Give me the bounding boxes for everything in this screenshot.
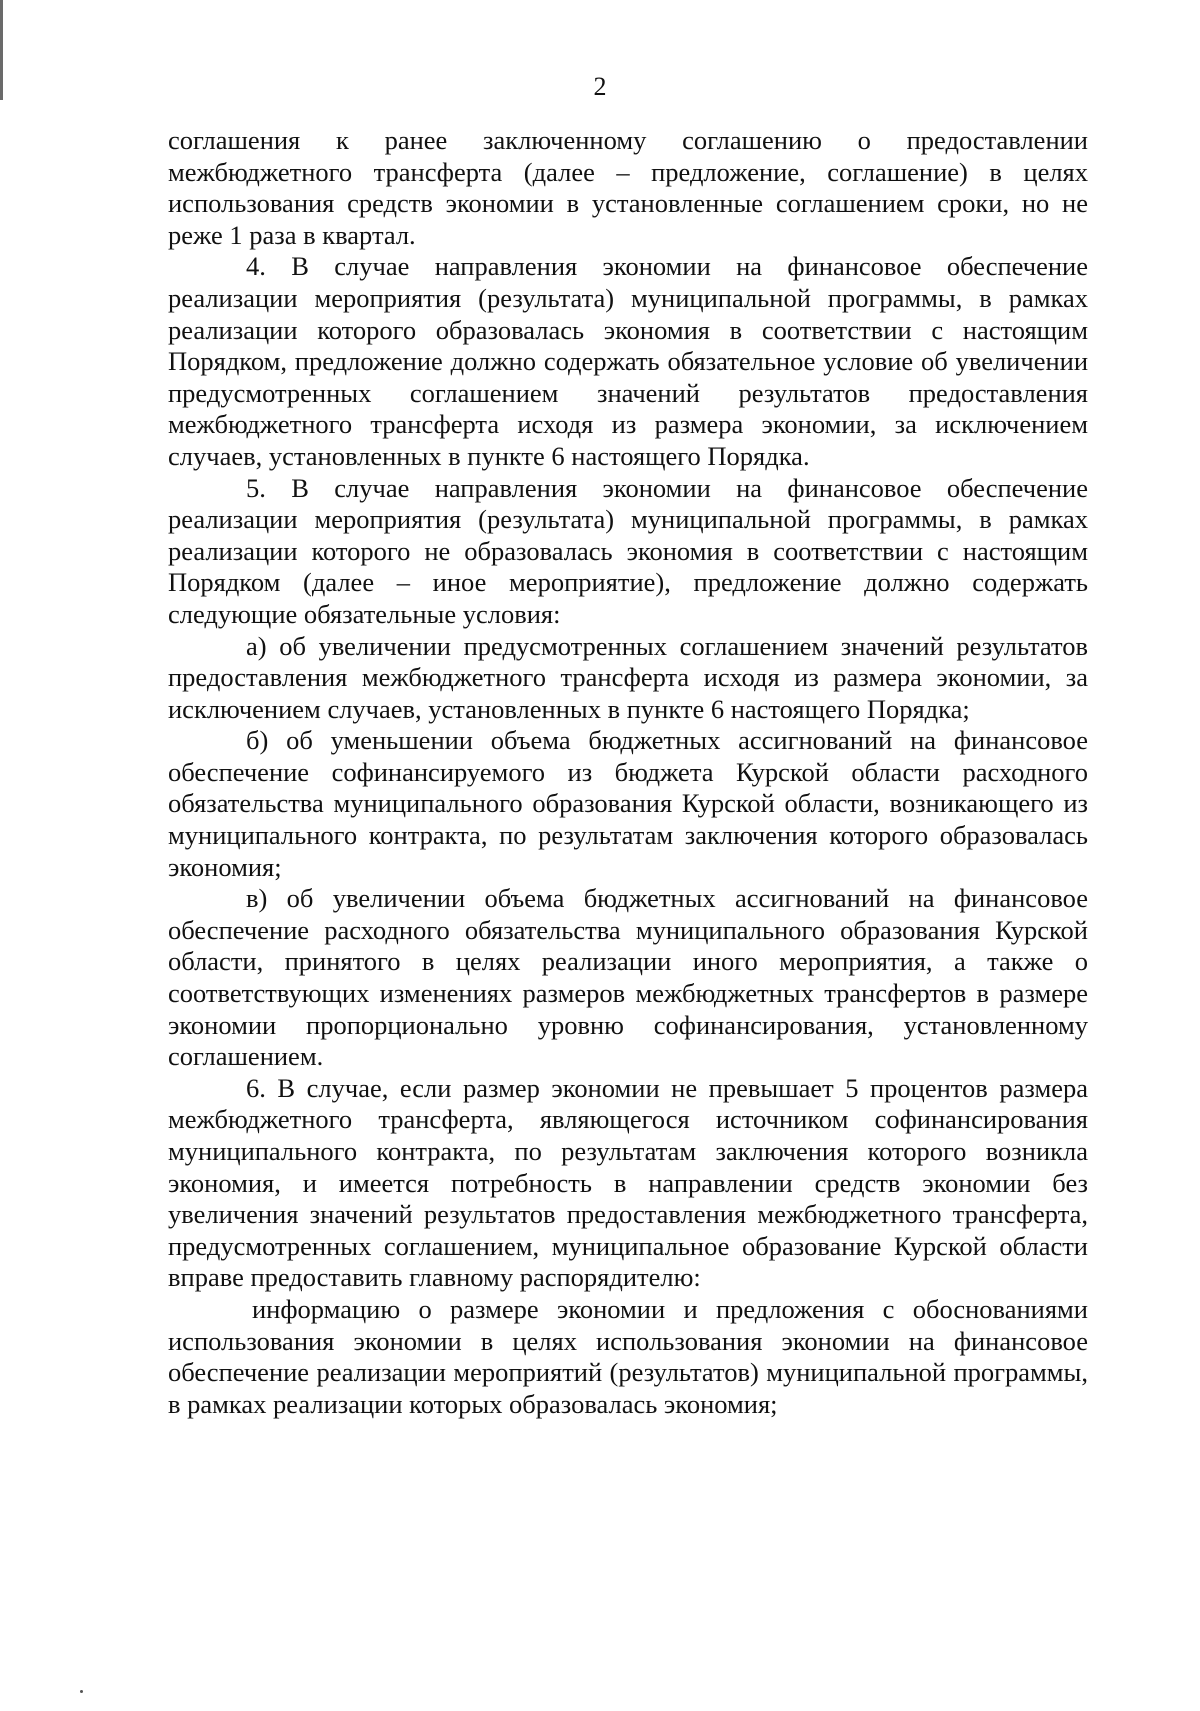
page-number: 2 [593,72,607,101]
paragraph-item-4: 4. В случае направления экономии на финансовое обеспечение реализации мероприятия (результата) муниципальной программы, в рамках реализации которого образовалась экономия в соответствии с настоящим Порядком, предложение должно содержать обязательное условие об увеличении предусмотренных соглашением значений результатов предоставления межбюджетного трансферта исходя из размера экономии, за исключением случаев, установленных в пункте 6 настоящего Порядка. [168,251,1088,471]
paragraph-subitem-v: в) об увеличении объема бюджетных ассигнований на финансовое обеспечение расходного обязательства муниципального образования Курской области, принятого в целях реализации иного мероприятия, а также о соответствующих изменениях размеров межбюджетных трансфертов в размере экономии пропорционально уровню софинансирования, установленному соглашением. [168,883,1088,1072]
paragraph-item-6: 6. В случае, если размер экономии не превышает 5 процентов размера межбюджетного трансферта, являющегося источником софинансирования муниципального контракта, по результатам заключения которого возникла экономия, и имеется потребность в направлении средств экономии без увеличения значений результатов предоставления межбюджетного трансферта, предусмотренных соглашением, муниципальное образование Курской области вправе предоставить главному распорядителю: [168,1072,1088,1293]
paragraph-information: информацию о размере экономии и предложения с обоснованиями использования экономии в целях использования экономии на финансовое обеспечение реализации мероприятий (результатов) муниципальной программы, в рамках реализации которых образовалась экономия; [168,1293,1088,1419]
scan-dot [80,1690,83,1693]
document-body [168,125,1088,1420]
paragraph-subitem-a: а) об увеличении предусмотренных соглашением значений результатов предоставления межбюджетного трансферта исходя из размера экономии, за исключением случаев, установленных в пункте 6 настоящего Порядка; [168,630,1088,724]
paragraph-item-5: 5. В случае направления экономии на финансовое обеспечение реализации мероприятия (результата) муниципальной программы, в рамках реализации которого не образовалась экономия в соответствии с настоящим Порядком (далее – иное мероприятие), предложение должно содержать следующие обязательные условия: [168,472,1088,629]
paragraph-subitem-b: б) об уменьшении объема бюджетных ассигнований на финансовое обеспечение софинансируемого из бюджета Курской области расходного обязательства муниципального образования Курской области, возникающего из муниципального контракта, по результатам заключения которого образовалась экономия; [168,725,1088,882]
paragraph-continuation: соглашения к ранее заключенному соглашению о предоставлении межбюджетного трансферта (далее – предложение, соглашение) в целях использования средств экономии в установленные соглашением сроки, но не реже 1 раза в квартал. [168,125,1088,250]
